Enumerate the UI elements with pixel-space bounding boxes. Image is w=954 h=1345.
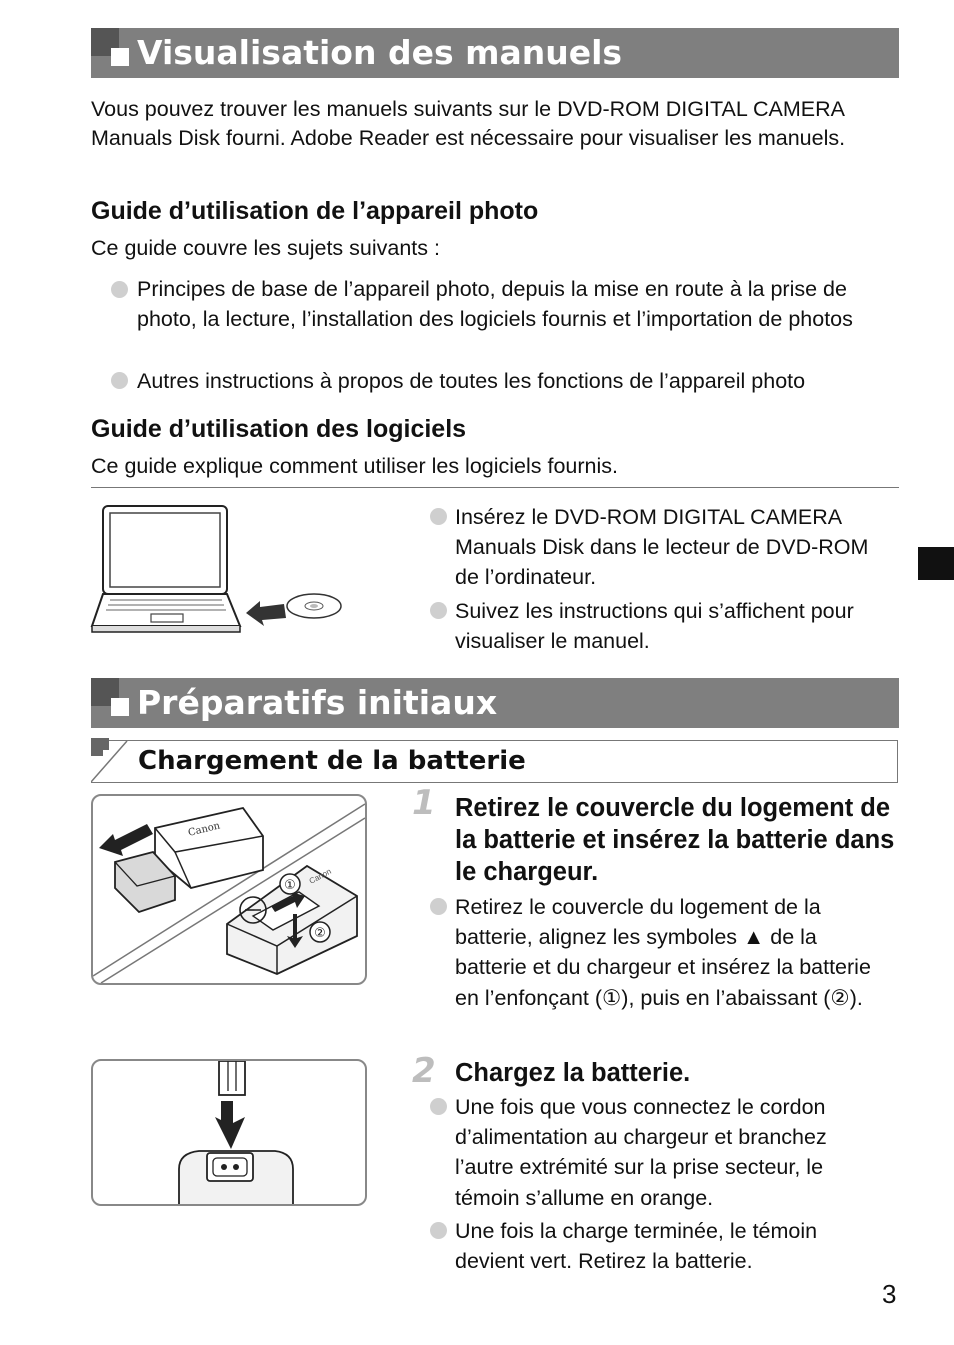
arrow-left-icon bbox=[246, 601, 286, 626]
battery-charger-illustration bbox=[93, 796, 365, 983]
subsection-marker bbox=[91, 738, 131, 784]
step-number-1: 1 bbox=[412, 783, 436, 823]
plug-icon bbox=[219, 1061, 245, 1095]
divider bbox=[91, 487, 899, 488]
guide-camera-subtitle: Ce guide couvre les sujets suivants : bbox=[91, 236, 440, 260]
disc-icon bbox=[287, 594, 341, 618]
marker-label-2: ② bbox=[314, 925, 326, 940]
figure-charger-plug bbox=[91, 1059, 367, 1206]
subsection-title: Chargement de la batterie bbox=[138, 746, 526, 776]
arrow-left-icon bbox=[99, 824, 153, 856]
heading-guide-camera: Guide d’utilisation de l’appareil photo bbox=[91, 197, 539, 225]
section-marker-square-inner bbox=[111, 48, 129, 66]
power-cord-illustration bbox=[93, 1061, 365, 1204]
step-title-1: Retirez le couvercle du logement de la batterie et insérez la batterie dans le chargeur. bbox=[455, 794, 895, 886]
step-title-2: Chargez la batterie. bbox=[455, 1059, 691, 1087]
charger-socket-icon bbox=[179, 1151, 293, 1204]
section-title-visualisation: Visualisation des manuels bbox=[137, 33, 623, 72]
list-item: Insérez le DVD-ROM DIGITAL CAMERA Manuals Disk dans le lecteur de DVD-ROM de l’ordinateur. bbox=[455, 505, 869, 589]
guide-software-subtitle: Ce guide explique comment utiliser les logiciels fournis. bbox=[91, 454, 619, 478]
list-item: Une fois que vous connectez le cordon d’alimentation au chargeur et branchez l’autre extrémité sur la prise secteur, le témoin s’allume en orange. bbox=[455, 1095, 827, 1210]
marker-label-1: ① bbox=[284, 877, 296, 892]
bullet-dot bbox=[111, 281, 128, 298]
arrow-down-icon bbox=[215, 1101, 245, 1149]
intro-paragraph: Vous pouvez trouver les manuels suivants sur le DVD-ROM DIGITAL CAMERA Manuals Disk fourni. Adobe Reader est nécessaire pour visualiser les manuels. bbox=[91, 97, 846, 150]
heading-guide-software: Guide d’utilisation des logiciels bbox=[91, 415, 467, 443]
laptop-disc-illustration bbox=[88, 500, 348, 640]
bullet-dot bbox=[111, 372, 128, 389]
charger-brand-label: Canon bbox=[307, 866, 333, 886]
list-item: Retirez le couvercle du logement de la batterie, alignez les symboles ▲ de la batterie et du chargeur et insérez la batterie en l’enfonçant (①), puis en l’abaissant (②). bbox=[455, 895, 871, 1010]
bullet-dot bbox=[430, 1222, 447, 1239]
chapter-tab bbox=[918, 547, 954, 580]
list-item: Suivez les instructions qui s’affichent pour visualiser le manuel. bbox=[455, 599, 854, 653]
list-item: Principes de base de l’appareil photo, depuis la mise en route à la prise de photo, la lecture, l’installation des logiciels fournis et l’importation de photos bbox=[137, 277, 853, 331]
bullet-dot bbox=[430, 602, 447, 619]
list-item: Autres instructions à propos de toutes les fonctions de l’appareil photo bbox=[137, 369, 806, 393]
laptop-icon bbox=[92, 506, 240, 632]
list-item: Une fois la charge terminée, le témoin devient vert. Retirez la batterie. bbox=[455, 1219, 818, 1274]
bullet-dot bbox=[430, 1098, 447, 1115]
bullet-dot bbox=[430, 898, 447, 915]
section-marker-square-inner bbox=[111, 698, 129, 716]
section-title-preparatifs: Préparatifs initiaux bbox=[137, 683, 498, 722]
battery-brand-label: Canon bbox=[187, 820, 222, 839]
figure-battery-insert bbox=[91, 794, 367, 985]
page-number: 3 bbox=[882, 1279, 897, 1309]
bullet-dot bbox=[430, 508, 447, 525]
step-number-2: 2 bbox=[412, 1051, 436, 1091]
